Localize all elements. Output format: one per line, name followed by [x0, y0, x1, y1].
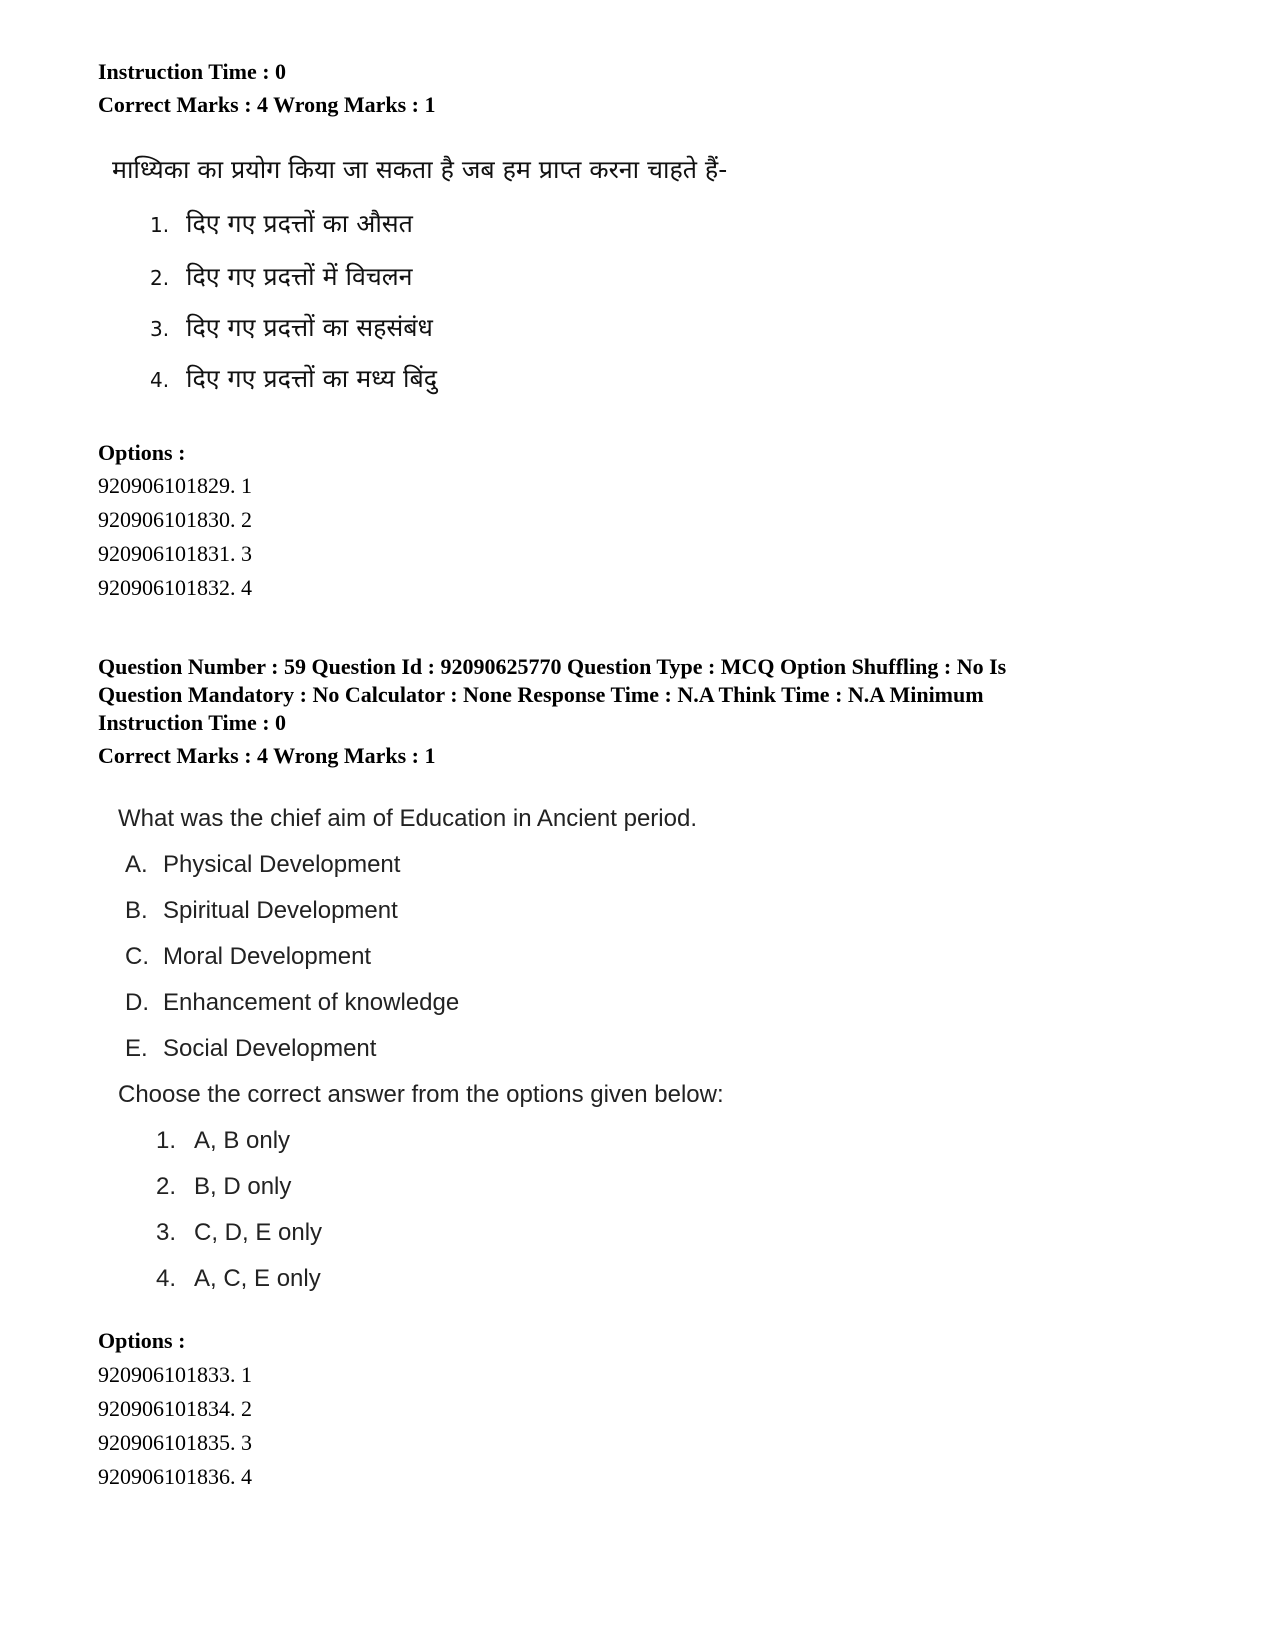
q58-option-1: 920906101829. 1: [98, 473, 252, 498]
q59-choice-2-text: B, D only: [194, 1173, 292, 1200]
q59-statement-b-letter: B.: [125, 897, 148, 924]
q58-choice-2-text: दिए गए प्रदत्तों में विचलन: [186, 262, 413, 291]
q58-choice-2: [150, 259, 413, 293]
q58-option-4: 920906101832. 4: [98, 575, 252, 600]
q59-statement-d-text: Enhancement of knowledge: [163, 989, 460, 1016]
q58-choice-3: [150, 310, 433, 344]
q59-statement-c-letter: C.: [125, 943, 149, 970]
q59-statement-a-letter: A.: [125, 851, 148, 878]
q59-option-2: 920906101834. 2: [98, 1396, 252, 1421]
q58-option-3: 920906101831. 3: [98, 541, 252, 566]
q59-statement-c: [125, 943, 371, 971]
q58-question-text: माध्यिका का प्रयोग किया जा सकता है जब हम प्राप्त करना चाहते हैं-: [112, 155, 728, 184]
q59-marks: Correct Marks : 4 Wrong Marks : 1: [98, 743, 436, 768]
q58-choice-3-num: 3.: [150, 317, 170, 341]
q59-statement-e: [125, 1035, 376, 1063]
q59-choice-3-num: 3.: [156, 1219, 177, 1246]
q59-statement-c-text: Moral Development: [163, 943, 372, 970]
q59-choice-1: [156, 1127, 290, 1155]
q59-options-label: Options :: [98, 1328, 186, 1353]
q59-option-4: 920906101836. 4: [98, 1464, 252, 1489]
q59-choice-3: [156, 1219, 322, 1247]
q59-statement-e-text: Social Development: [163, 1035, 377, 1062]
q58-option-2: 920906101830. 2: [98, 507, 252, 532]
q59-choice-4: [156, 1265, 321, 1293]
q59-statement-e-letter: E.: [125, 1035, 148, 1062]
q58-choice-1-text: दिए गए प्रदत्तों का औसत: [186, 209, 413, 238]
q59-statement-a: [125, 851, 400, 879]
q59-question-text: What was the chief aim of Education in Ancient period.: [118, 805, 697, 832]
q59-choice-2-num: 2.: [156, 1173, 177, 1200]
q59-statement-b: [125, 897, 398, 925]
q59-choice-1-num: 1.: [156, 1127, 177, 1154]
q59-header-line-1: Question Number : 59 Question Id : 92090625770 Question Type : MCQ Option Shuffling : No Is: [98, 654, 1007, 679]
q59-option-3: 920906101835. 3: [98, 1430, 252, 1455]
q59-choice-4-text: A, C, E only: [194, 1265, 321, 1292]
q58-choice-4: [150, 361, 437, 395]
q59-choice-4-num: 4.: [156, 1265, 177, 1292]
q58-choice-3-text: दिए गए प्रदत्तों का सहसंबंध: [186, 313, 433, 342]
q58-choice-4-num: 4.: [150, 368, 170, 392]
q58-choice-1: [150, 206, 413, 240]
q58-instruction-time: Instruction Time : 0: [98, 59, 287, 84]
q58-choice-1-num: 1.: [150, 213, 170, 237]
q58-choice-4-text: दिए गए प्रदत्तों का मध्य बिंदु: [186, 364, 438, 393]
q58-options-label: Options :: [98, 440, 186, 465]
q59-option-1: 920906101833. 1: [98, 1362, 252, 1387]
q59-statement-d-letter: D.: [125, 989, 149, 1016]
q59-header-line-2: Question Mandatory : No Calculator : None Response Time : N.A Think Time : N.A Minimum: [98, 682, 984, 707]
q58-choice-2-num: 2.: [150, 266, 170, 290]
q59-choice-3-text: C, D, E only: [194, 1219, 323, 1246]
q59-header-line-3: Instruction Time : 0: [98, 710, 287, 735]
q59-prompt-text: Choose the correct answer from the options given below:: [118, 1081, 724, 1108]
q58-marks: Correct Marks : 4 Wrong Marks : 1: [98, 92, 436, 117]
q59-statement-a-text: Physical Development: [163, 851, 401, 878]
q59-statement-b-text: Spiritual Development: [163, 897, 398, 924]
q59-statement-d: [125, 989, 459, 1017]
q59-choice-2: [156, 1173, 291, 1201]
q59-choice-1-text: A, B only: [194, 1127, 291, 1154]
